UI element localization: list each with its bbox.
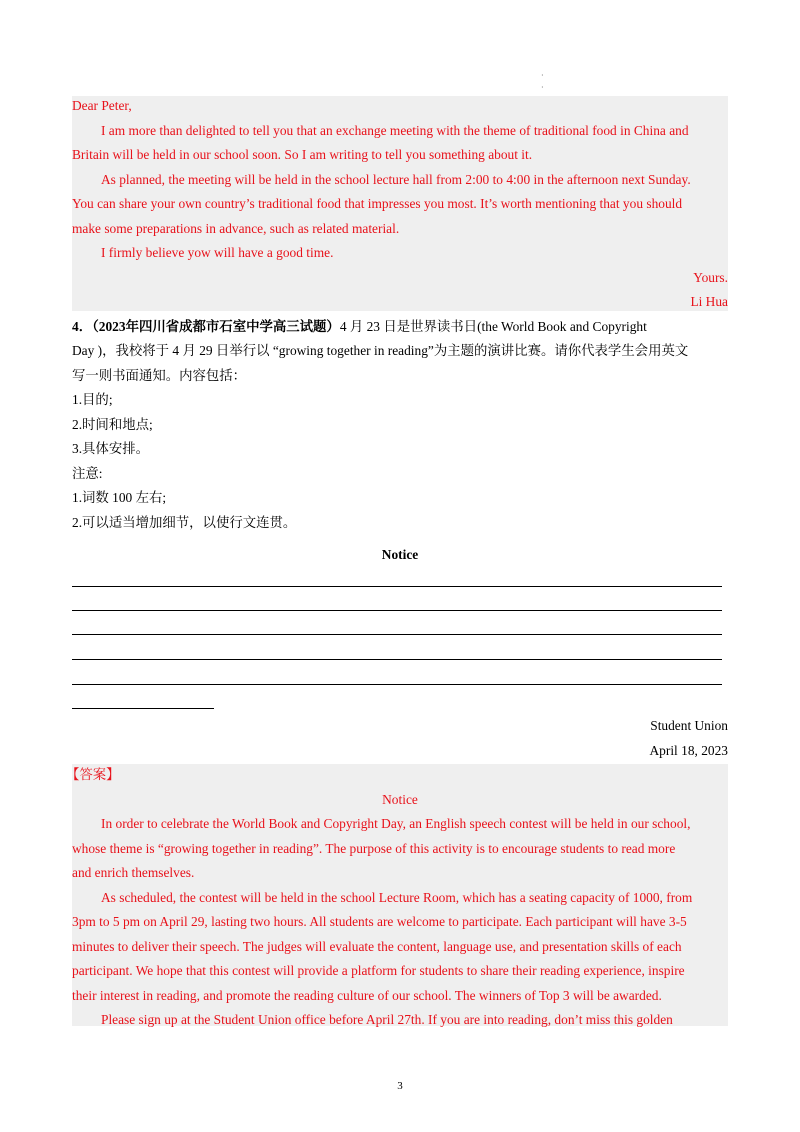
page-number: 3 [397, 1080, 403, 1092]
question-text: Day )，我校将于 4 月 29 日举行以 “growing together in reading”为主题的演讲比赛。请你代表学生会用英文 [72, 343, 689, 358]
answer-line: Please sign up at the Student Union office before April 27th. If you are into reading, don’t miss this golden [101, 1012, 673, 1027]
answer-line: whose theme is “growing together in reading”. The purpose of this activity is to encourage students to read more [72, 840, 676, 856]
answer-blank-line [72, 634, 722, 635]
question-text: 写一则书面通知。内容包括： [72, 367, 247, 383]
note-item: 2.可以适当增加细节，以使行文连贯。 [72, 514, 297, 530]
answer-line: In order to celebrate the World Book and Copyright Day, an English speech contest will be held in our school, [101, 816, 691, 831]
answer-blank-line [72, 708, 214, 709]
letter-line: make some preparations in advance, such as related material. [72, 220, 400, 236]
letter-line: You can share your own country’s traditional food that impresses you most. It’s worth mentioning that you should [72, 196, 683, 211]
note-item: 1.词数 100 左右; [72, 490, 167, 505]
answer-blank-line [72, 659, 722, 660]
letter-signature: Li Hua [690, 294, 728, 309]
question-source: （2023年四川省成都市石室中学高三试题） [92, 318, 340, 334]
requirement-item: 3.具体安排。 [72, 441, 149, 456]
answer-blank-line [72, 684, 722, 685]
question-number: 4． [72, 318, 93, 334]
letter-line: I firmly believe yow will have a good time. [101, 245, 334, 260]
answer-blank-line [72, 586, 722, 587]
header-dots: · · [541, 71, 544, 92]
requirement-item: 2.时间和地点; [72, 416, 153, 432]
letter-line: Britain will be held in our school soon. So I am writing to tell you something about it. [72, 147, 533, 162]
answer-line: and enrich themselves. [72, 865, 195, 880]
letter-salutation: Dear Peter, [72, 98, 132, 113]
letter-closing: Yours. [693, 269, 728, 285]
answer-line: minutes to deliver their speech. The judges will evaluate the content, language use, and presentation skills of each [72, 938, 682, 954]
answer-line: 3pm to 5 pm on April 29, lasting two hours. All students are welcome to participate. Each participant will have 3-5 [72, 914, 687, 929]
answer-line: their interest in reading, and promote the reading culture of our school. The winners of Top 3 will be awarded. [72, 987, 662, 1003]
letter-line: I am more than delighted to tell you that an exchange meeting with the theme of traditional food in China and [101, 122, 689, 138]
letter-line: As planned, the meeting will be held in the school lecture hall from 2:00 to 4:00 in the afternoon next Sunday. [101, 171, 691, 187]
answer-label: 【答案】 [66, 767, 120, 782]
question-text: 4 月 23 日是世界读书日(the World Book and Copyright [339, 318, 647, 334]
notice-title: Notice [381, 547, 419, 562]
requirement-item: 1.目的; [72, 392, 113, 407]
answer-title: Notice [382, 791, 418, 807]
note-heading: 注意: [72, 465, 103, 481]
answer-line: As scheduled, the contest will be held in the school Lecture Room, which has a seating capacity of 1000, from [101, 889, 693, 905]
question-heading [72, 315, 728, 340]
notice-sign-date: April 18, 2023 [649, 742, 728, 758]
notice-sign-org: Student Union [650, 718, 728, 733]
answer-line: participant. We hope that this contest will provide a platform for students to share their reading experience, inspire [72, 963, 685, 978]
answer-blank-line [72, 610, 722, 611]
